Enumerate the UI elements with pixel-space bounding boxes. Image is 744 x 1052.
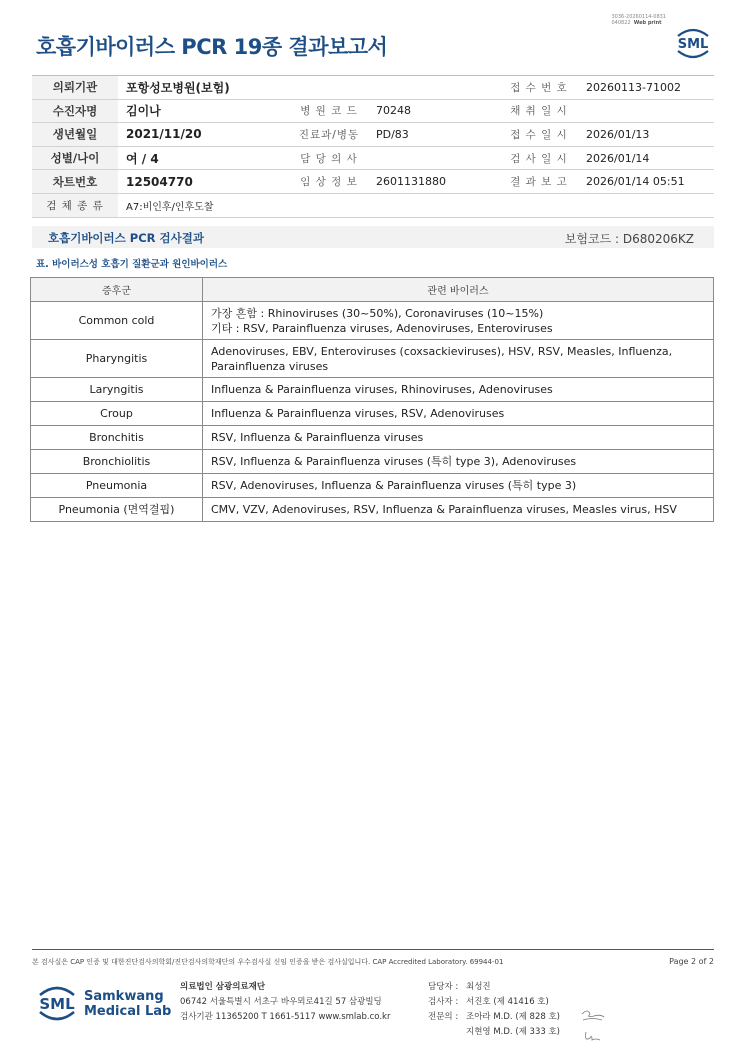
section-title: 호흡기바이러스 PCR 검사결과 bbox=[48, 231, 204, 245]
info-row bbox=[32, 99, 714, 123]
signature-icon bbox=[580, 1008, 606, 1044]
info-row bbox=[32, 76, 714, 100]
syndrome-cell: Common cold bbox=[31, 302, 203, 340]
sexage-label: 성별/나이 bbox=[32, 146, 118, 170]
receipt-no-value: 20260113-71002 bbox=[582, 76, 714, 100]
sml-footer-logo-icon bbox=[34, 980, 80, 1026]
patient-label: 수진자명 bbox=[32, 99, 118, 123]
sml-footer-logo-text: SML bbox=[39, 995, 75, 1013]
collect-label: 채 취 일 시 bbox=[496, 99, 582, 123]
table-row bbox=[31, 402, 714, 426]
virus-line: Parainfluenza viruses bbox=[211, 359, 329, 373]
virus-cell: Influenza & Parainfluenza viruses, RSV, Adenoviruses bbox=[203, 402, 714, 426]
brand-line-2: Medical Lab bbox=[84, 1004, 172, 1019]
virus-cell bbox=[203, 302, 714, 340]
virus-cell: RSV, Adenoviruses, Influenza & Parainfluenza viruses (특히 type 3) bbox=[203, 474, 714, 498]
accreditation-note: 본 검사실은 CAP 인증 및 대한진단검사의학회/진단검사의학재단의 우수검사실 신임 인증을 받은 검사실입니다. CAP Accredited Laboratory. 69944-01 bbox=[32, 958, 504, 966]
print-stamp bbox=[611, 14, 666, 26]
insurance-code: 보험코드 : D680206KZ bbox=[564, 232, 694, 246]
specimen-value: A7:비인후/인후도찰 bbox=[118, 193, 714, 217]
virus-line: 가장 흔함 : Rhinoviruses (30~50%), Coronaviruses (10~15%) bbox=[211, 306, 544, 320]
sml-logo-icon bbox=[672, 24, 714, 62]
syndrome-cell: Croup bbox=[31, 402, 203, 426]
virus-cell: RSV, Influenza & Parainfluenza viruses (특히 type 3), Adenoviruses bbox=[203, 450, 714, 474]
manager-label: 담당자 : bbox=[428, 982, 459, 992]
virus-cell: Influenza & Parainfluenza viruses, Rhinoviruses, Adenoviruses bbox=[203, 378, 714, 402]
virus-syndrome-table bbox=[30, 277, 714, 522]
virus-line: Adenoviruses, EBV, Enteroviruses (coxsackieviruses), HSV, RSV, Measles, Influenza, bbox=[211, 344, 673, 358]
org-address: 06742 서울특별시 서초구 바우뫼로41길 57 삼광빌딩 bbox=[180, 997, 382, 1007]
specialist-value-2: 지현영 M.D. (제 333 호) bbox=[466, 1027, 561, 1037]
staff-row bbox=[428, 1010, 560, 1025]
info-row bbox=[32, 123, 714, 147]
column-header-viruses: 관련 바이러스 bbox=[203, 278, 714, 302]
brand-name bbox=[84, 989, 171, 1019]
column-header-syndrome: 증후군 bbox=[31, 278, 203, 302]
virus-cell: RSV, Influenza & Parainfluenza viruses bbox=[203, 426, 714, 450]
table-title: 표. 바이러스성 호흡기 질환군과 원인바이러스 bbox=[36, 259, 228, 270]
syndrome-cell: Pharyngitis bbox=[31, 340, 203, 378]
receipt-no-label: 접 수 번 호 bbox=[496, 76, 582, 100]
doctor-label: 담 당 의 사 bbox=[286, 146, 372, 170]
footer-divider bbox=[32, 949, 714, 950]
table-row bbox=[31, 378, 714, 402]
dept-label: 진료과/병동 bbox=[286, 123, 372, 147]
staff-row bbox=[428, 1025, 560, 1040]
clinical-label: 임 상 정 보 bbox=[286, 170, 372, 194]
dept-value: PD/83 bbox=[372, 123, 496, 147]
page-number: Page 2 of 2 bbox=[669, 957, 714, 966]
report-value: 2026/01/14 05:51 bbox=[582, 170, 714, 194]
received-label: 접 수 일 시 bbox=[496, 123, 582, 147]
syndrome-cell: Bronchitis bbox=[31, 426, 203, 450]
sexage-value: 여 / 4 bbox=[118, 146, 286, 170]
syndrome-cell: Pneumonia (면역결핍) bbox=[31, 498, 203, 522]
hospital-value: 포항성모병원(보험) bbox=[118, 76, 496, 100]
dob-value: 2021/11/20 bbox=[118, 123, 286, 147]
table-row bbox=[31, 498, 714, 522]
hosp-code-label: 병 원 코 드 bbox=[286, 99, 372, 123]
test-date-value: 2026/01/14 bbox=[582, 146, 714, 170]
specialist-value-1: 조아라 M.D. (제 828 호) bbox=[466, 1012, 561, 1022]
collect-value bbox=[582, 99, 714, 123]
table-row bbox=[31, 450, 714, 474]
page-title: 호흡기바이러스 PCR 19종 결과보고서 bbox=[36, 35, 388, 59]
clinical-value: 2601131880 bbox=[372, 170, 496, 194]
patient-value: 김이나 bbox=[118, 99, 286, 123]
table-row bbox=[31, 302, 714, 340]
specialist-label: 전문의 : bbox=[428, 1012, 459, 1022]
brand-line-1: Samkwang bbox=[84, 989, 164, 1004]
dob-label: 생년월일 bbox=[32, 123, 118, 147]
org-contact: 검사기관 11365200 T 1661-5117 www.smlab.co.kr bbox=[180, 1012, 391, 1022]
test-date-label: 검 사 일 시 bbox=[496, 146, 582, 170]
web-print-label: Web print bbox=[633, 20, 662, 26]
hospital-label: 의뢰기관 bbox=[32, 76, 118, 100]
organization-info bbox=[180, 980, 390, 1025]
syndrome-cell: Laryngitis bbox=[31, 378, 203, 402]
staff-info bbox=[428, 980, 560, 1040]
virus-cell: CMV, VZV, Adenoviruses, RSV, Influenza & Parainfluenza viruses, Measles virus, HSV bbox=[203, 498, 714, 522]
syndrome-cell: Pneumonia bbox=[31, 474, 203, 498]
staff-row bbox=[428, 980, 560, 995]
info-row bbox=[32, 193, 714, 217]
info-row bbox=[32, 146, 714, 170]
chart-label: 차트번호 bbox=[32, 170, 118, 194]
patient-info-table bbox=[32, 75, 714, 218]
report-label: 결 과 보 고 bbox=[496, 170, 582, 194]
sml-logo-text: SML bbox=[677, 37, 709, 52]
stamp-line-1: 3036-20260114-0831 bbox=[611, 14, 666, 20]
org-name: 의료법인 삼광의료재단 bbox=[180, 982, 266, 992]
doctor-value bbox=[372, 146, 496, 170]
virus-line: 기타 : RSV, Parainfluenza viruses, Adenoviruses, Enteroviruses bbox=[211, 321, 553, 335]
info-row bbox=[32, 170, 714, 194]
syndrome-cell: Bronchiolitis bbox=[31, 450, 203, 474]
tester-label: 검사자 : bbox=[428, 997, 459, 1007]
specimen-label: 검 체 종 류 bbox=[32, 193, 118, 217]
staff-row bbox=[428, 995, 560, 1010]
virus-cell bbox=[203, 340, 714, 378]
result-section-header bbox=[32, 226, 714, 248]
stamp-line-2: 040822 Web print bbox=[611, 20, 662, 26]
table-header-row bbox=[31, 278, 714, 302]
hosp-code-value: 70248 bbox=[372, 99, 496, 123]
table-row bbox=[31, 426, 714, 450]
table-row bbox=[31, 474, 714, 498]
tester-value: 서진호 (제 41416 호) bbox=[466, 997, 549, 1007]
received-value: 2026/01/13 bbox=[582, 123, 714, 147]
manager-value: 최성진 bbox=[466, 982, 491, 992]
table-row bbox=[31, 340, 714, 378]
chart-value: 12504770 bbox=[118, 170, 286, 194]
